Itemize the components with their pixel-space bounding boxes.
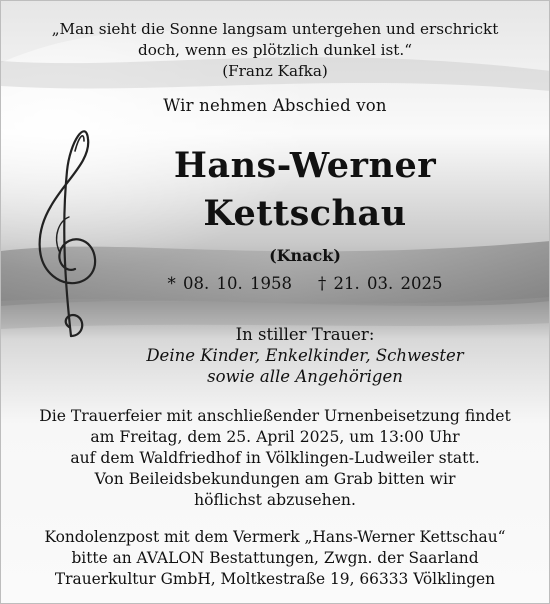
kafka-quote (21, 19, 529, 82)
ceremony-line: auf dem Waldfriedhof in Völklingen-Ludweiler statt. (70, 449, 480, 467)
ceremony-line: Die Trauerfeier mit anschließender Urnenbeisetzung findet (39, 407, 511, 425)
condolence-line: bitte an AVALON Bestattungen, Zwgn. der Saarland (71, 549, 479, 567)
ceremony-details (19, 406, 531, 511)
condolence-line: Trauerkultur GmbH, Moltkestraße 19, 66333 Völklingen (54, 570, 496, 588)
ceremony-line: höflichst abzusehen. (194, 491, 356, 509)
deceased-nickname: (Knack) (269, 246, 341, 265)
deceased-name (61, 142, 549, 238)
mourning-block (61, 324, 549, 387)
notice-content (1, 1, 549, 603)
mourners-line: sowie alle Angehörigen (207, 367, 403, 386)
mourners-line: Deine Kinder, Enkelkinder, Schwester (146, 346, 464, 365)
quote-line: doch, wenn es plötzlich dunkel ist.“ (138, 41, 412, 59)
deceased-first-name: Hans-Werner (173, 145, 437, 186)
ceremony-line: am Freitag, dem 25. April 2025, um 13:00 Uhr (90, 428, 460, 446)
farewell-intro: Wir nehmen Abschied von (163, 96, 387, 115)
quote-line: „Man sieht die Sonne langsam untergehen und erschrickt (51, 20, 499, 38)
deceased-last-name: Kettschau (203, 193, 407, 234)
condolence-address (19, 527, 531, 590)
quote-author: (Franz Kafka) (222, 62, 328, 80)
ceremony-line: Von Beileidsbekundungen am Grab bitten wir (94, 470, 456, 488)
condolence-line: Kondolenzpost mit dem Vermerk „Hans-Werner Kettschau“ (44, 528, 506, 546)
birth-date: * 08. 10. 1958 (167, 274, 292, 293)
life-dates (61, 274, 549, 293)
death-date: † 21. 03. 2025 (318, 274, 443, 293)
mourning-heading: In stiller Trauer: (235, 325, 375, 344)
